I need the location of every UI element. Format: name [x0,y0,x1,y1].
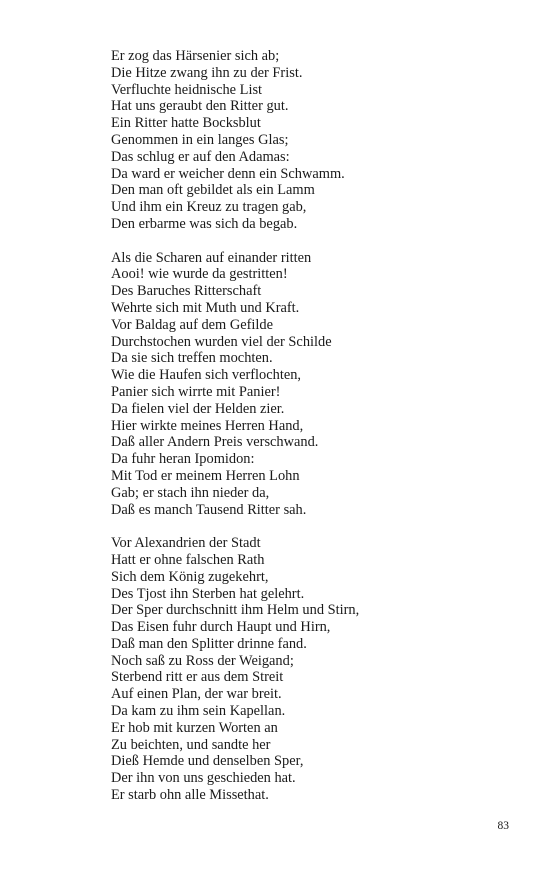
verse-line: Vor Alexandrien der Stadt [111,535,261,552]
verse-line: Wehrte sich mit Muth und Kraft. [111,299,300,316]
verse-line: Und ihm ein Kreuz zu tragen gab, [111,199,307,216]
verse-line: Hatt er ohne falschen Rath [111,551,265,568]
verse-line: Aooi! wie wurde da gestritten! [111,266,288,283]
verse-line: Gab; er stach ihn nieder da, [111,484,270,501]
page-number: 83 [497,820,509,832]
verse-line: Der ihn von uns geschieden hat. [111,770,296,787]
verse-line: Das schlug er auf den Adamas: [111,148,290,165]
verse-line: Als die Scharen auf einander ritten [111,249,312,266]
verse-line: Da fielen viel der Helden zier. [111,400,285,417]
verse-line: Noch saß zu Ross der Weigand; [111,652,294,669]
verse-line: Zu beichten, und sandte her [111,736,271,753]
verse-line: Den man oft gebildet als ein Lamm [111,182,315,199]
verse-line: Da kam zu ihm sein Kapellan. [111,703,286,720]
verse-line: Wie die Haufen sich verflochten, [111,367,302,384]
verse-line: Da ward er weicher denn ein Schwamm. [111,165,345,182]
verse-line: Hier wirkte meines Herren Hand, [111,417,304,434]
stanza [111,535,511,804]
verse-line: Den erbarme was sich da begab. [111,215,298,232]
verse-line: Daß aller Andern Preis verschwand. [111,434,319,451]
verse-line: Panier sich wirrte mit Panier! [111,383,281,400]
verse-line: Sich dem König zugekehrt, [111,568,269,585]
verse-line: Dieß Hemde und denselben Sper, [111,753,304,770]
verse-line: Auf einen Plan, der war breit. [111,686,282,703]
verse-line: Mit Tod er meinem Herren Lohn [111,467,300,484]
verse-line: Vor Baldag auf dem Gefilde [111,316,273,333]
verse-line: Das Eisen fuhr durch Haupt und Hirn, [111,619,331,636]
verse-line: Der Sper durchschnitt ihm Helm und Stirn, [111,602,360,619]
verse-line: Die Hitze zwang ihn zu der Frist. [111,64,303,81]
verse-line: Daß man den Splitter drinne fand. [111,635,307,652]
verse-line: Er hob mit kurzen Worten an [111,719,278,736]
stanza [111,250,511,519]
verse-line: Er starb ohn alle Missethat. [111,787,269,804]
verse-line: Des Baruches Ritterschaft [111,283,262,300]
verse-line: Verfluchte heidnische List [111,81,263,98]
verse-line: Des Tjost ihn Sterben hat gelehrt. [111,585,305,602]
verse-line: Ein Ritter hatte Bocksblut [111,115,261,132]
verse-line: Da sie sich treffen mochten. [111,350,273,367]
verse-line: Daß es manch Tausend Ritter sah. [111,501,307,518]
stanza [111,48,511,233]
verse-line: Durchstochen wurden viel der Schilde [111,333,332,350]
verse-line: Er zog das Härsenier sich ab; [111,48,280,64]
verse-line: Sterbend ritt er aus dem Streit [111,669,284,686]
verse-line: Da fuhr heran Ipomidon: [111,451,255,468]
poem-text [111,48,511,821]
verse-line: Hat uns geraubt den Ritter gut. [111,98,289,115]
verse-line: Genommen in ein langes Glas; [111,131,289,148]
